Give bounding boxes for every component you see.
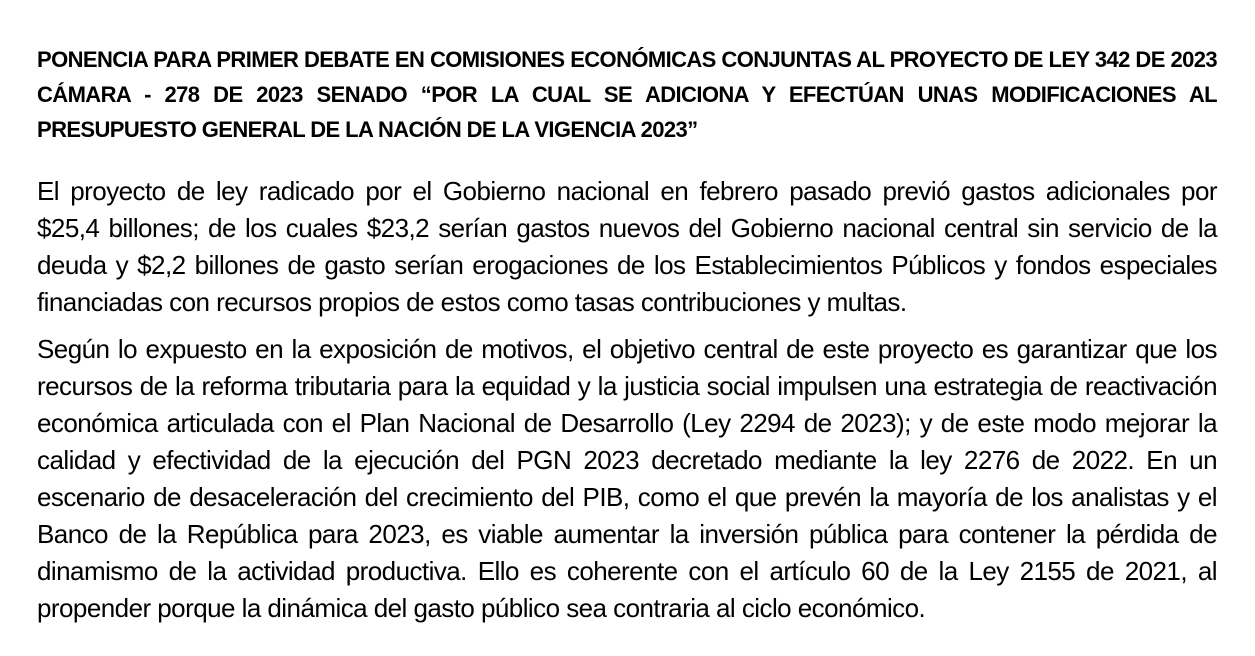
document-page: [37, 42, 1217, 637]
document-title: PONENCIA PARA PRIMER DEBATE EN COMISIONES ECONÓMICAS CONJUNTAS AL PROYECTO DE LEY 342 DE 2023 CÁMARA - 278 DE 2023 SENADO “POR LA CUAL SE ADICIONA Y EFECTÚAN UNAS MODIFICACIONES AL PRESUPUESTO GENERAL DE LA NACIÓN DE LA VIGENCIA 2023”: [37, 47, 1217, 142]
paragraph-budget-addition: El proyecto de ley radicado por el Gobierno nacional en febrero pasado previó gastos adicionales por $25,4 billones; de los cuales $23,2 serían gastos nuevos del Gobierno nacional central sin servicio de la deuda y $2,2 billones de gasto serían erogaciones de los Establecimientos Públicos y fondos especiales financiadas con recursos propios de estos como tasas contribuciones y multas.: [37, 176, 1217, 317]
paragraph-objective: Según lo expuesto en la exposición de motivos, el objetivo central de este proyecto es garantizar que los recursos de la reforma tributaria para la equidad y la justicia social impulsen una estrategia de reactivación económica articulada con el Plan Nacional de Desarrollo (Ley 2294 de 2023); y de este modo mejorar la calidad y efectividad de la ejecución del PGN 2023 decretado mediante la ley 2276 de 2022. En un escenario de desaceleración del crecimiento del PIB, como el que prevén la mayoría de los analistas y el Banco de la República para 2023, es viable aumentar la inversión pública para contener la pérdida de dinamismo de la actividad productiva. Ello es coherente con el artículo 60 de la Ley 2155 de 2021, al propender porque la dinámica del gasto público sea contraria al ciclo económico.: [37, 334, 1217, 623]
